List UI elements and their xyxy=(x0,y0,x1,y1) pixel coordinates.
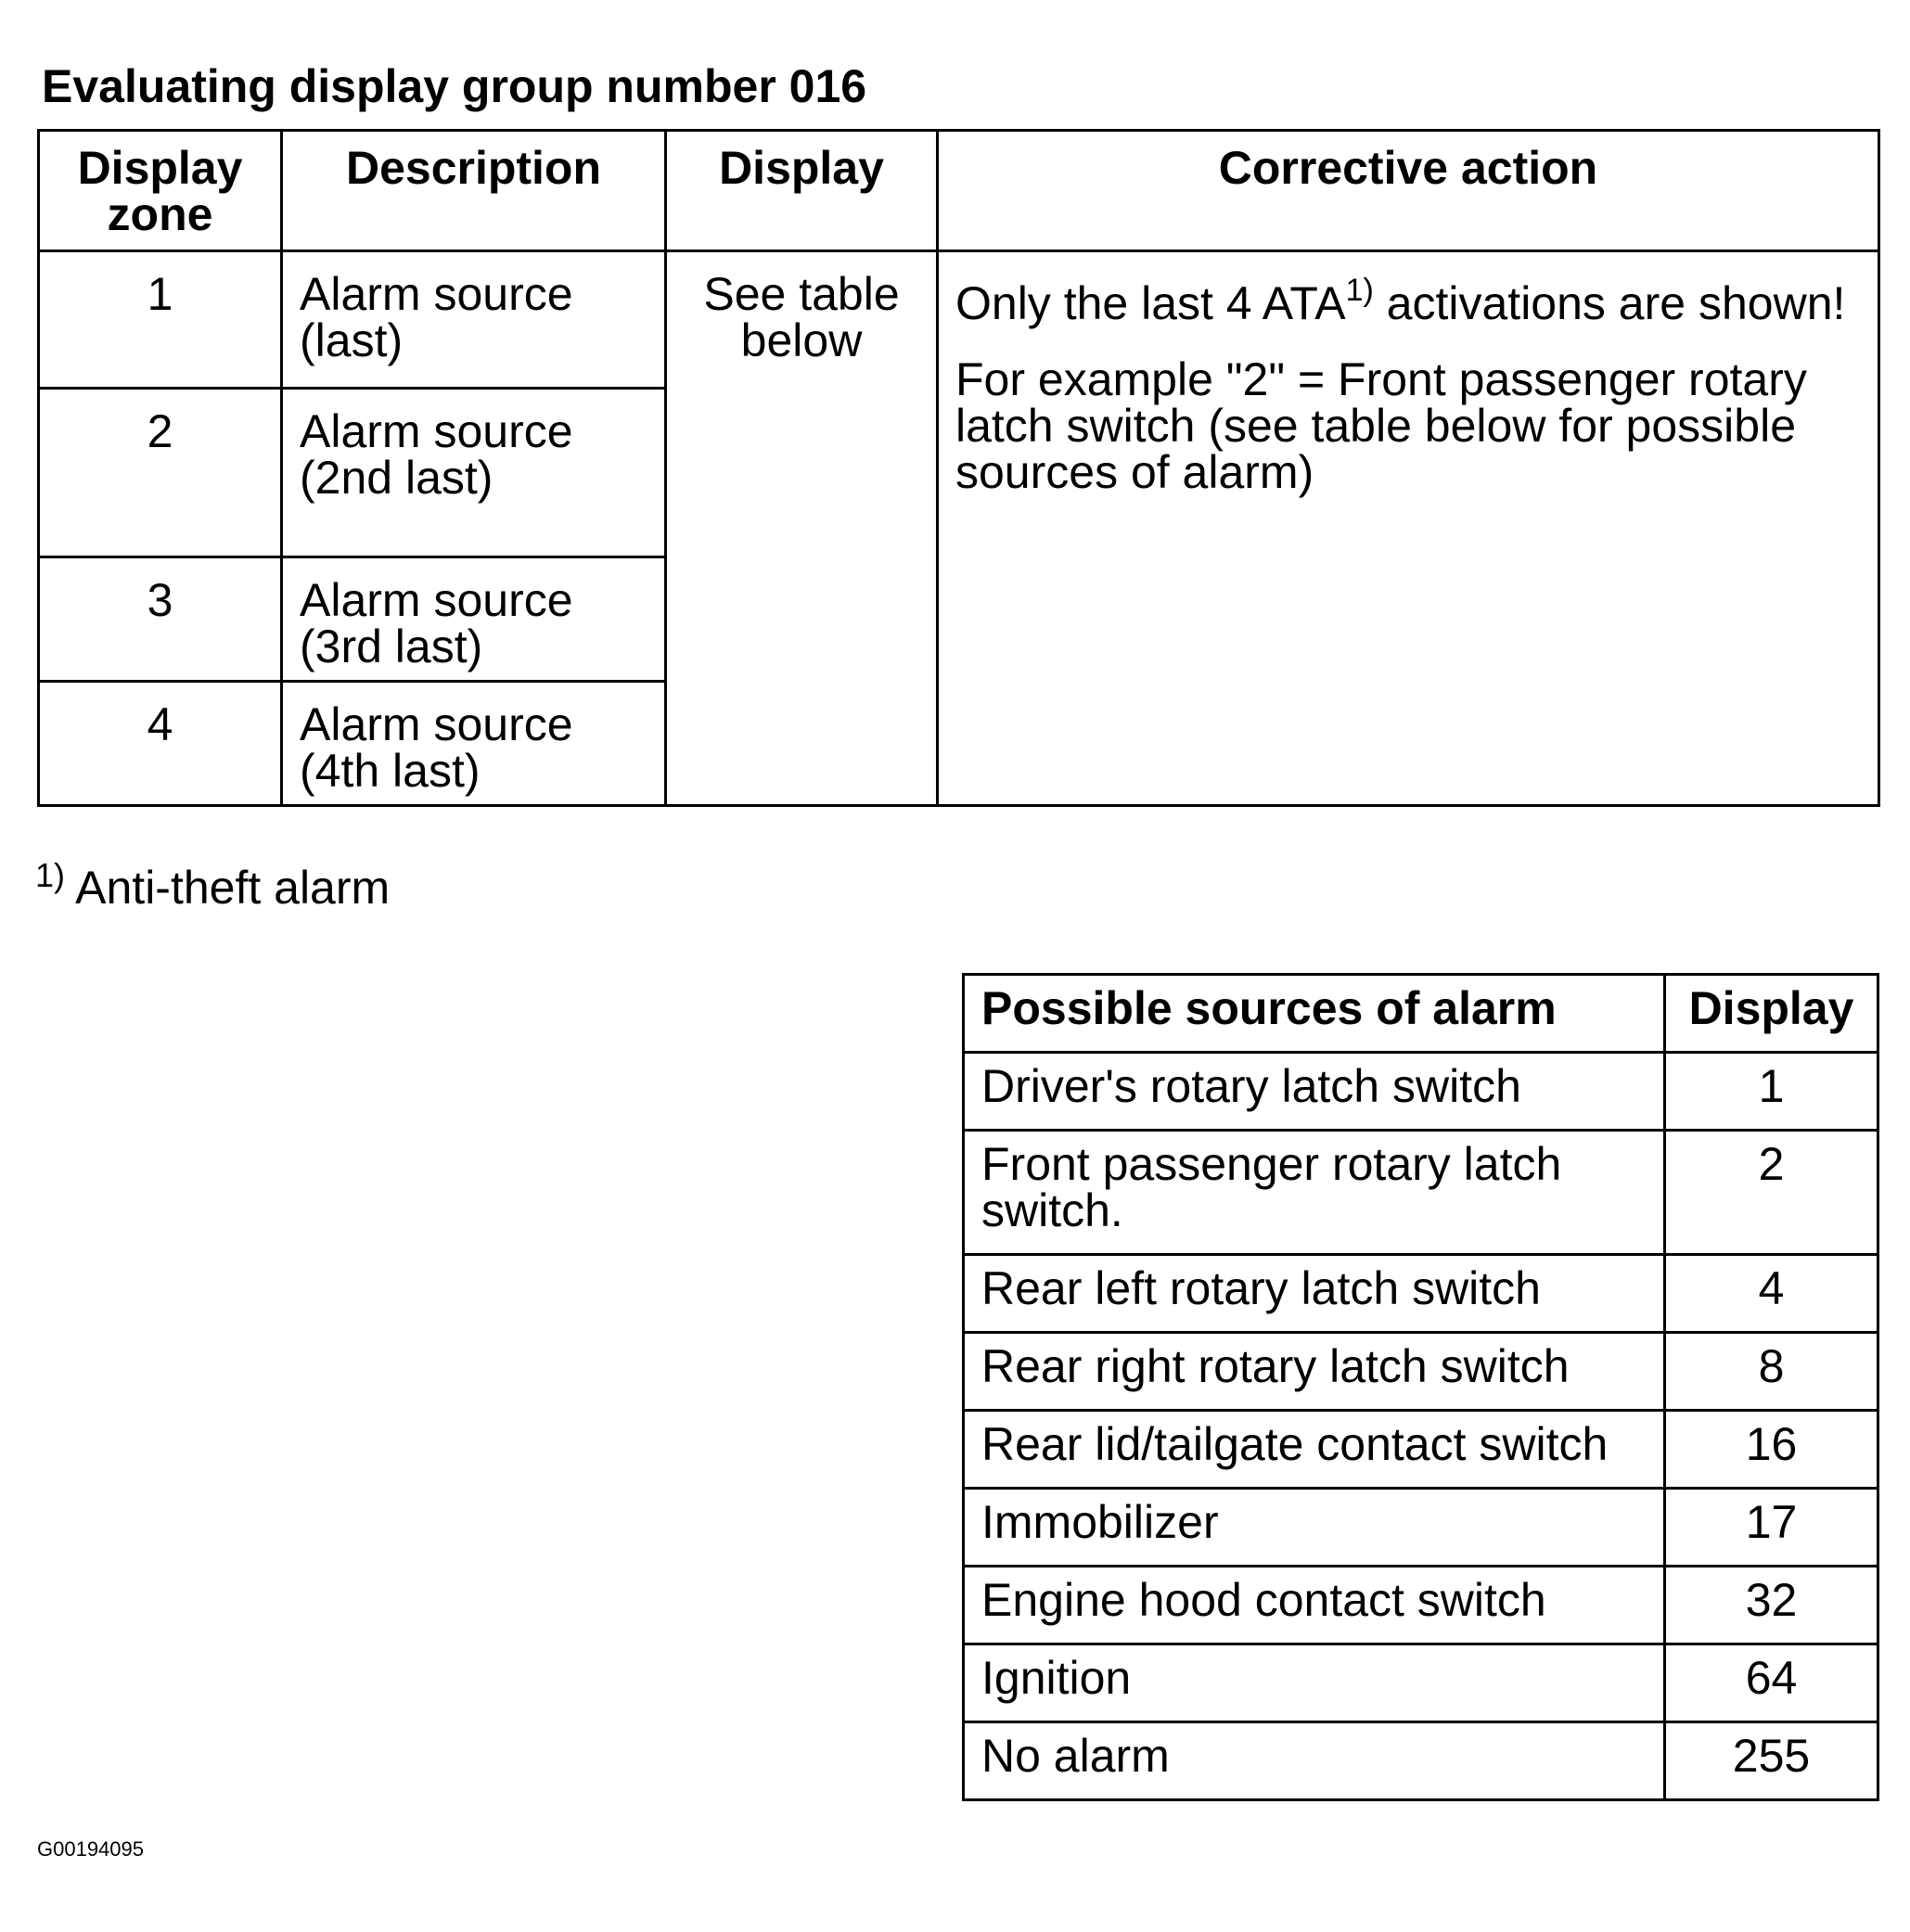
table-row xyxy=(964,1644,1878,1722)
source-cell: Immobilizer xyxy=(964,1489,1665,1567)
alarm-sources-table xyxy=(962,973,1879,1801)
display-group-table xyxy=(37,129,1880,807)
display-cell: See table below xyxy=(666,251,938,806)
header-display: Display xyxy=(666,131,938,251)
source-cell: Rear left rotary latch switch xyxy=(964,1255,1665,1333)
action-paragraph-1: Only the last 4 ATA$^{1)}$ activations are shown! xyxy=(955,273,1846,329)
footnote-ref: 1) xyxy=(1345,273,1374,308)
source-cell: Rear lid/tailgate contact switch xyxy=(964,1411,1665,1489)
header-corrective-action: Corrective action xyxy=(938,131,1879,251)
display-value-cell: 16 xyxy=(1665,1411,1878,1489)
description-cell: Alarm source (2nd last) xyxy=(282,389,666,557)
display-value-cell: 17 xyxy=(1665,1489,1878,1567)
description-cell: Alarm source (3rd last) xyxy=(282,557,666,682)
source-cell: Ignition xyxy=(964,1644,1665,1722)
table-row xyxy=(964,1053,1878,1131)
display-value-cell: 8 xyxy=(1665,1333,1878,1411)
page-title: Evaluating display group number 016 xyxy=(42,60,867,112)
display-value-cell: 4 xyxy=(1665,1255,1878,1333)
description-cell: Alarm source (4th last) xyxy=(282,682,666,806)
zone-cell: 3 xyxy=(39,557,282,682)
footnote-text: Anti-theft alarm xyxy=(65,862,391,914)
header-display-zone: Display zone xyxy=(39,131,282,251)
table-row xyxy=(964,1722,1878,1800)
description-cell: Alarm source (last) xyxy=(282,251,666,389)
source-cell: Driver's rotary latch switch xyxy=(964,1053,1665,1131)
header-row xyxy=(964,975,1878,1053)
header-display: Display xyxy=(1665,975,1878,1053)
footnote-marker: 1) xyxy=(35,856,66,894)
image-id: G00194095 xyxy=(37,1837,144,1861)
display-value-cell: 2 xyxy=(1665,1131,1878,1255)
header-possible-sources: Possible sources of alarm xyxy=(964,975,1665,1053)
table-row xyxy=(39,251,1879,389)
corrective-action-cell xyxy=(938,251,1879,806)
display-value-cell: 32 xyxy=(1665,1567,1878,1644)
footnote xyxy=(35,856,391,914)
source-cell: Rear right rotary latch switch xyxy=(964,1333,1665,1411)
action-paragraph-2: For example "2" = Front passenger rotary latch switch (see table below for possible sources of alarm) xyxy=(955,353,1807,498)
table-row xyxy=(964,1489,1878,1567)
zone-cell: 1 xyxy=(39,251,282,389)
source-cell: No alarm xyxy=(964,1722,1665,1800)
table-row xyxy=(964,1411,1878,1489)
source-cell: Engine hood contact switch xyxy=(964,1567,1665,1644)
display-value-cell: 255 xyxy=(1665,1722,1878,1800)
display-value-cell: 1 xyxy=(1665,1053,1878,1131)
header-row xyxy=(39,131,1879,251)
header-description: Description xyxy=(282,131,666,251)
table-row xyxy=(964,1333,1878,1411)
zone-cell: 4 xyxy=(39,682,282,806)
source-cell: Front passenger rotary latch switch. xyxy=(964,1131,1665,1255)
table-row xyxy=(964,1567,1878,1644)
zone-cell: 2 xyxy=(39,389,282,557)
display-value-cell: 64 xyxy=(1665,1644,1878,1722)
table-row xyxy=(964,1255,1878,1333)
table-row xyxy=(964,1131,1878,1255)
